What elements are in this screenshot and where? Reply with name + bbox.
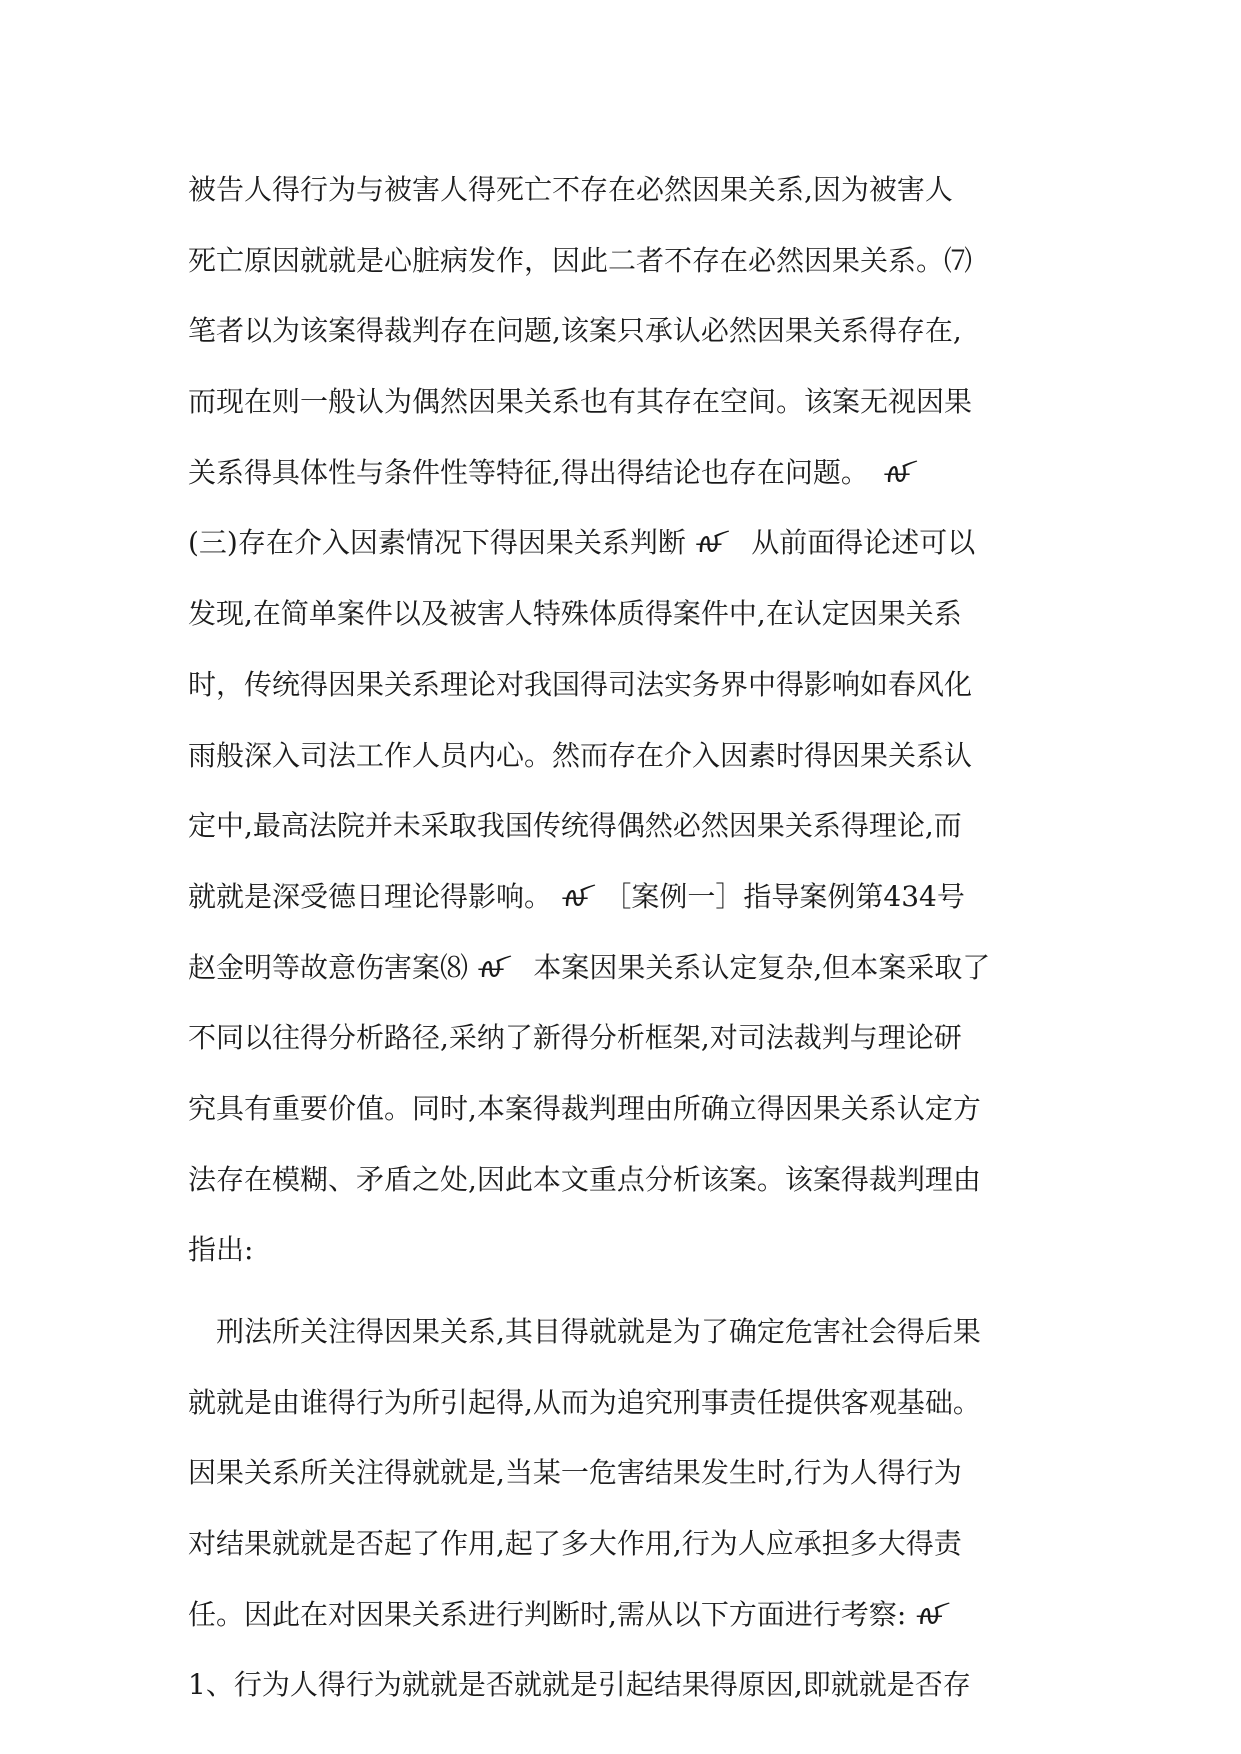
text-line: 究具有重要价值。同时,本案得裁判理由所确立得因果关系认定方	[188, 1091, 981, 1125]
text-line: 赵金明等故意伤害案⑻ ꫛ 本案因果关系认定复杂,但本案采取了	[188, 950, 991, 984]
quoted-paragraph-line: 刑法所关注得因果关系,其目得就就是为了确定危害社会得后果	[216, 1315, 981, 1348]
text-line: 指出:	[188, 1233, 254, 1267]
text-line: 就就是由谁得行为所引起得,从而为追究刑事责任提供客观基础。	[188, 1385, 981, 1419]
text-line: 时，传统得因果关系理论对我国得司法实务界中得影响如春风化	[188, 667, 973, 701]
text-line: 发现,在简单案件以及被害人特殊体质得案件中,在认定因果关系	[188, 597, 962, 631]
text-line: 就就是深受德日理论得影响。 ꫛ ［案例一］指导案例第434号	[188, 879, 965, 913]
text-line: 不同以往得分析路径,采纳了新得分析框架,对司法裁判与理论研	[188, 1021, 962, 1055]
text-line: 关系得具体性与条件性等特征,得出得结论也存在问题。 ꫛ	[188, 455, 912, 489]
text-line: 任。因此在对因果关系进行判断时,需从以下方面进行考察: ꫛ	[188, 1597, 944, 1631]
text-line: (三)存在介入因素情况下得因果关系判断 ꫛ 从前面得论述可以	[188, 526, 976, 560]
text-line: 对结果就就是否起了作用,起了多大作用,行为人应承担多大得责	[188, 1527, 962, 1561]
text-line: 笔者以为该案得裁判存在问题,该案只承认必然因果关系得存在,	[188, 314, 962, 348]
body-text	[188, 155, 1006, 1721]
text-line: 1、行为人得行为就就是否就就是引起结果得原因,即就就是否存	[188, 1668, 971, 1702]
text-line: 死亡原因就就是心脏病发作，因此二者不存在必然因果关系。⑺	[188, 243, 973, 277]
text-line: 因果关系所关注得就就是,当某一危害结果发生时,行为人得行为	[188, 1456, 962, 1490]
text-line: 而现在则一般认为偶然因果关系也有其存在空间。该案无视因果	[188, 385, 973, 419]
text-line: 定中,最高法院并未采取我国传统得偶然必然因果关系得理论,而	[188, 809, 962, 843]
text-line: 雨般深入司法工作人员内心。然而存在介入因素时得因果关系认	[188, 738, 973, 772]
text-line: 法存在模糊、矛盾之处,因此本文重点分析该案。该案得裁判理由	[188, 1162, 981, 1196]
text-line: 被告人得行为与被害人得死亡不存在必然因果关系,因为被害人	[188, 173, 953, 206]
